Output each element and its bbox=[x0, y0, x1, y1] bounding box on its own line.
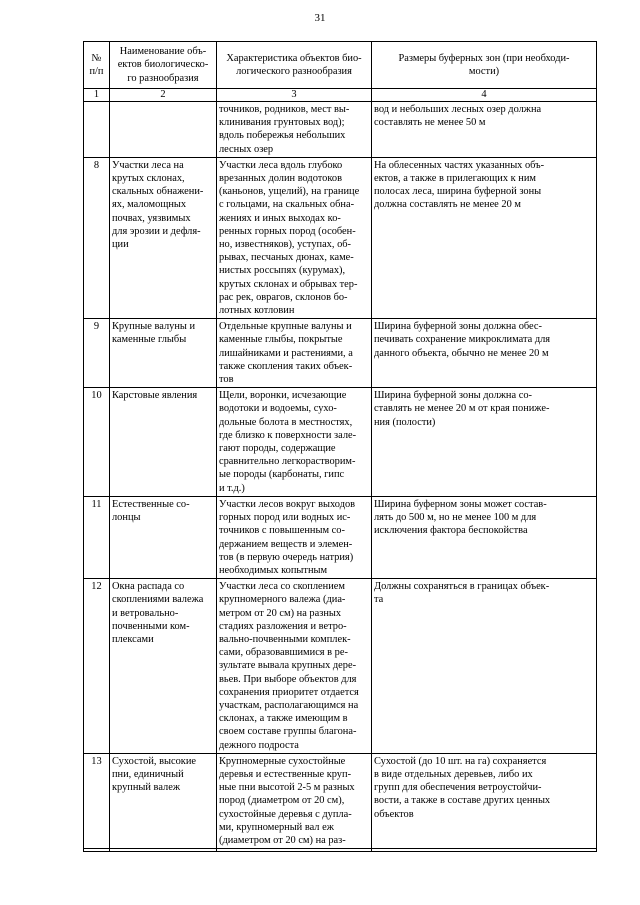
row-buffer: Сухостой (до 10 шт. на га) сохраняется в виде отдельных деревьев, либо их групп для обеспечения ветроустойчи- вости, а также в составе других ценных объектов bbox=[372, 753, 597, 848]
table-row bbox=[84, 496, 597, 578]
header-name: Наименование объ- ектов биологическо- го разнообразия bbox=[110, 42, 217, 89]
row-num bbox=[84, 102, 110, 158]
header-characteristic: Характеристика объектов био- логического разнообразия bbox=[217, 42, 372, 89]
row-name: Естественные со- лонцы bbox=[110, 496, 217, 578]
table-row bbox=[84, 102, 597, 158]
row-name: Крупные валуны и каменные глыбы bbox=[110, 319, 217, 388]
table-row bbox=[84, 753, 597, 848]
row-num: 13 bbox=[84, 753, 110, 848]
row-num bbox=[84, 849, 110, 852]
row-name: Участки леса на крутых склонах, скальных обнажени- ях, маломощных почвах, уязвимых для эрозии и дефля- ции bbox=[110, 157, 217, 318]
row-characteristic: точников, родников, мест вы- клинивания грунтовых вод); вдоль побережья небольших лесных озер bbox=[217, 102, 372, 158]
header-num: № п/п bbox=[84, 42, 110, 89]
row-characteristic bbox=[217, 849, 372, 852]
row-num: 12 bbox=[84, 579, 110, 754]
row-characteristic: Щели, воронки, исчезающие водотоки и водоемы, сухо- дольные болота в местностях, где близко к поверхности зале- гают породы, содержащие сравнительно легкорастворим- ые породы (карбонаты, гипс и т.д.) bbox=[217, 388, 372, 497]
row-name: Карстовые явления bbox=[110, 388, 217, 497]
row-num: 10 bbox=[84, 388, 110, 497]
row-name bbox=[110, 102, 217, 158]
row-num: 11 bbox=[84, 496, 110, 578]
row-characteristic: Участки леса вдоль глубоко врезанных долин водотоков (каньонов, ущелий), на границе с гольцами, на скальных обна- жениях и иных выходах ко- ренных горных пород (особен- но, известняков), уступах, об- рывах, песчаных дюнах, каме- нистых россыпях (курумах), крутых склонах и обрывах тер- рас рек, оврагов, склонов бо- лотных котловин bbox=[217, 157, 372, 318]
row-num: 8 bbox=[84, 157, 110, 318]
table-row bbox=[84, 157, 597, 318]
column-index: 1 bbox=[84, 89, 110, 102]
row-buffer: Ширина буферном зоны может состав- лять до 500 м, но не менее 100 м для исключения фактора беспокойства bbox=[372, 496, 597, 578]
row-characteristic: Участки лесов вокруг выходов горных пород или водных ис- точников с повышенным со- держанием веществ и элемен- тов (в первую очередь натрия) необходимых копытным bbox=[217, 496, 372, 578]
row-characteristic: Крупномерные сухостойные деревья и естественные круп- ные пни высотой 2-5 м разных пород (диаметром от 20 см), сухостойные деревья с дупла- ми, крупномерный вал еж (диаметром от 20 см) на раз- bbox=[217, 753, 372, 848]
column-index: 2 bbox=[110, 89, 217, 102]
row-name: Сухостой, высокие пни, единичный крупный валеж bbox=[110, 753, 217, 848]
row-buffer: вод и небольших лесных озер должна составлять не менее 50 м bbox=[372, 102, 597, 158]
column-index: 4 bbox=[372, 89, 597, 102]
table-header-row bbox=[84, 42, 597, 89]
row-buffer: Должны сохраняться в границах объек- та bbox=[372, 579, 597, 754]
table-row bbox=[84, 388, 597, 497]
row-num: 9 bbox=[84, 319, 110, 388]
biodiversity-table bbox=[83, 41, 597, 852]
header-buffer: Размеры буферных зон (при необходи- мости) bbox=[372, 42, 597, 89]
row-buffer: Ширина буферной зоны должна обес- печивать сохранение микроклимата для данного объекта, обычно не менее 20 м bbox=[372, 319, 597, 388]
row-buffer: На облесенных частях указанных объ- ектов, а также в прилегающих к ним полосах леса, ширина буферной зоны должна составлять не менее 20 м bbox=[372, 157, 597, 318]
row-characteristic: Отдельные крупные валуны и каменные глыбы, покрытые лишайниками и растениями, а также скопления таких объек- тов bbox=[217, 319, 372, 388]
column-index-row bbox=[84, 89, 597, 102]
row-characteristic: Участки леса со скоплением крупномерного валежа (диа- метром от 20 см) на разных стадиях разложения и ветро- вально-почвенными комплек- сами, образовавшимися в ре- зультате вывала крупных дере- вьев. При выборе объектов для сохранения приоритет отдается участкам, располагающимся на склонах, а также имеющим в своем составе группы благона- дежного подроста bbox=[217, 579, 372, 754]
table-row bbox=[84, 579, 597, 754]
row-name: Окна распада со скоплениями валежа и ветровально- почвенными ком- плексами bbox=[110, 579, 217, 754]
row-buffer bbox=[372, 849, 597, 852]
row-name bbox=[110, 849, 217, 852]
row-buffer: Ширина буферной зоны должна со- ставлять не менее 20 м от края пониже- ния (полости) bbox=[372, 388, 597, 497]
page-number: 31 bbox=[314, 12, 326, 24]
table-row bbox=[84, 319, 597, 388]
column-index: 3 bbox=[217, 89, 372, 102]
table-row bbox=[84, 849, 597, 852]
